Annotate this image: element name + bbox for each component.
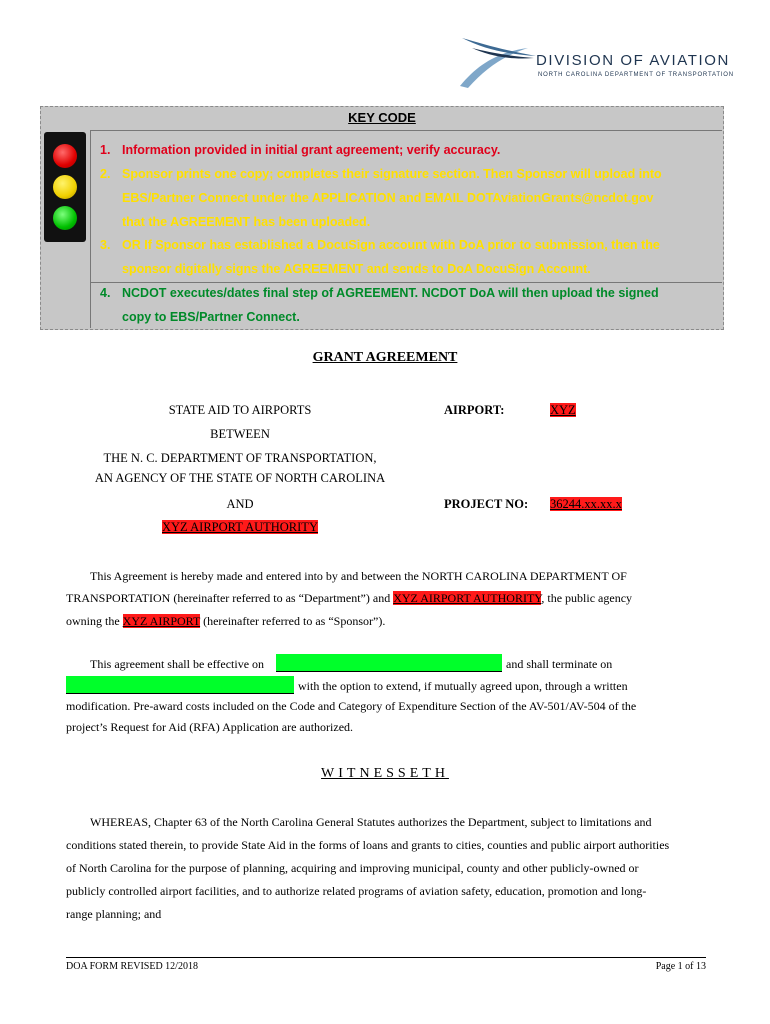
parties-line: STATE AID TO AIRPORTS bbox=[168, 403, 312, 417]
key-code-title: KEY CODE bbox=[348, 110, 416, 125]
whereas-line: conditions stated therein, to provide State Aid in the forms of loans and grants to cities, counties and public airport authorities bbox=[66, 838, 670, 852]
sponsor-name bbox=[70, 520, 410, 535]
key-code-divider bbox=[90, 130, 722, 131]
termination-date-field[interactable] bbox=[66, 676, 294, 694]
logo-title: DIVISION OF AVIATION bbox=[536, 52, 730, 69]
key-code-item-1: 1. Information provided in initial grant agreement; verify accuracy. bbox=[100, 143, 501, 157]
swoosh-icon bbox=[458, 34, 548, 90]
traffic-light-icon bbox=[44, 132, 86, 242]
extend-text: with the option to extend, if mutually agreed upon, through a written bbox=[298, 679, 628, 693]
airport-value: XYZ bbox=[550, 403, 576, 417]
key-code-item-3: 3. OR If Sponsor has established a DocuSign account with DoA prior to submission, then the sponsor digitally signs the AGREEMENT and sends to DoA DocuSign Account. bbox=[100, 238, 660, 276]
parties-line: BETWEEN bbox=[210, 427, 270, 441]
parties-line: AND bbox=[226, 497, 254, 511]
preaward-text: project’s Request for Aid (RFA) Application are authorized. bbox=[66, 720, 354, 734]
footer-divider bbox=[66, 957, 706, 958]
red-light-icon bbox=[53, 144, 77, 168]
project-label: PROJECT NO: bbox=[444, 497, 529, 511]
form-revision: DOA FORM REVISED 12/2018 bbox=[66, 961, 198, 972]
whereas-line: WHEREAS, Chapter 63 of the North Carolina General Statutes authorizes the Department, subject to limitations and bbox=[90, 815, 652, 829]
whereas-line: range planning; and bbox=[66, 907, 162, 921]
preaward-text: modification. Pre-award costs included on the Code and Category of Expenditure Section of the AV-501/AV-504 of the bbox=[66, 699, 637, 713]
agreement-paragraph-line: TRANSPORTATION (hereinafter referred to as “Department”) and XYZ AIRPORT AUTHORITY, the public agency bbox=[66, 591, 633, 605]
effective-date-field[interactable] bbox=[276, 654, 502, 672]
whereas-line: of North Carolina for the purpose of planning, acquiring and improving municipal, county and other publicly-owned or bbox=[66, 861, 639, 875]
parties-line: THE N. C. DEPARTMENT OF TRANSPORTATION, bbox=[103, 451, 377, 465]
sponsor-name-highlight: XYZ AIRPORT AUTHORITY bbox=[162, 520, 318, 534]
witnesseth-heading: WITNESSETH bbox=[321, 766, 449, 781]
division-of-aviation-logo bbox=[458, 34, 734, 90]
grant-agreement-title: GRANT AGREEMENT bbox=[312, 350, 458, 365]
project-value: 36244.xx.xx.x bbox=[550, 497, 622, 511]
key-code-item-2: 2. Sponsor prints one copy; completes their signature section. Then Sponsor will upload into EBS/Partner Connect under the APPLICATION and EMAIL DOTAviationGrants@ncdot.gov that the AGREEMENT has been uploaded. bbox=[100, 167, 662, 229]
agreement-paragraph-line: This Agreement is hereby made and entered into by and between the NORTH CAROLINA DEPARTMENT OF bbox=[90, 569, 627, 583]
yellow-light-icon bbox=[53, 175, 77, 199]
airport-highlight: XYZ AIRPORT bbox=[122, 614, 201, 628]
agreement-paragraph-line: owning the XYZ AIRPORT (hereinafter referred to as “Sponsor”). bbox=[66, 614, 386, 628]
green-light-icon bbox=[53, 206, 77, 230]
sponsor-highlight: XYZ AIRPORT AUTHORITY bbox=[393, 591, 542, 605]
parties-line: AN AGENCY OF THE STATE OF NORTH CAROLINA bbox=[94, 471, 386, 485]
page-number: Page 1 of 13 bbox=[655, 961, 706, 972]
key-code-item-4: 4. NCDOT executes/dates final step of AGREEMENT. NCDOT DoA will then upload the signed copy to EBS/Partner Connect. bbox=[100, 286, 659, 324]
effective-text: This agreement shall be effective on bbox=[90, 657, 265, 671]
whereas-line: publicly controlled airport facilities, and to authorize related programs of aviation safety, education, promotion and long- bbox=[66, 884, 647, 898]
terminate-text: and shall terminate on bbox=[506, 657, 613, 671]
key-code-column-line bbox=[90, 130, 91, 328]
logo-subtitle: NORTH CAROLINA DEPARTMENT OF TRANSPORTATION bbox=[538, 72, 734, 78]
airport-label: AIRPORT: bbox=[444, 403, 505, 417]
